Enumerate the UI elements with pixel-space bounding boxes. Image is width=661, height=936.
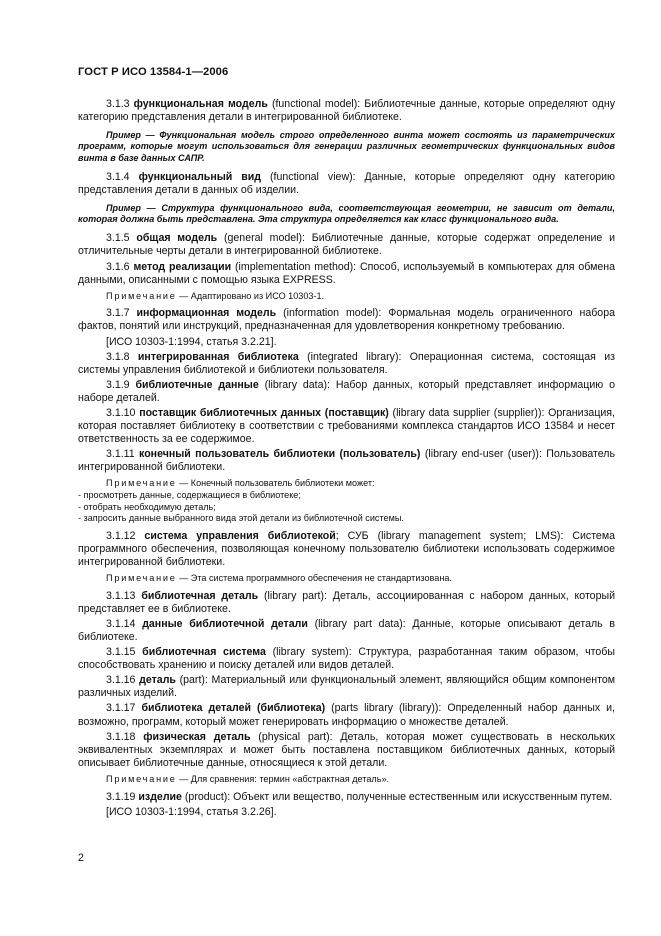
term-entry: [78, 791, 615, 804]
term-title: библиотечная система: [142, 646, 266, 659]
entry-number: 3.1.18: [106, 730, 136, 743]
term-definition: ; СУБ (library management system; LMS): Система программного обеспечения, позволяющая конечному пользователю библиотеки использовать содержимое интегрированной библиотеки.: [78, 529, 615, 569]
document-body: [78, 98, 615, 821]
entry-number: 3.1.5: [106, 232, 130, 245]
note-text: — Для сравнения: термин «абстрактная деталь».: [176, 773, 390, 784]
entry-number: 3.1.12: [106, 529, 136, 542]
term-entry: [78, 618, 615, 644]
term-entry: [78, 646, 615, 672]
term-definition: (part): Материальный или функциональный элемент, являющийся общим компонентом различных изделий.: [78, 674, 615, 700]
term-entry: [78, 407, 615, 446]
note-label: Примечание: [106, 290, 177, 301]
entry-number: 3.1.4: [106, 170, 130, 183]
entry-number: 3.1.11: [106, 448, 135, 461]
term-definition: (implementation method): Способ, используемый в компьютерах для обмена данными, описанными с помощью языка EXPRESS.: [78, 260, 615, 286]
entry-number: 3.1.7: [106, 307, 130, 320]
source-reference: [ИСО 10303-1:1994, статья 3.2.21].: [106, 335, 277, 348]
term-title: поставщик библиотечных данных (поставщик): [139, 407, 389, 420]
term-definition: (library part): Деталь, ассоциированная с набором данных, который представляет ее в библиотеке.: [78, 589, 615, 615]
term-entry: [78, 702, 615, 728]
term-entry: [78, 307, 615, 333]
term-entry: [78, 232, 615, 258]
term-definition: (physical part): Деталь, которая может существовать в нескольких эквивалентных экземплярах и может быть поставлена поставщиком библиотечных данных, который описывает библиотечные данные, относящиеся к этой детали.: [78, 730, 615, 769]
note-text: — Адаптировано из ИСО 10303-1.: [176, 290, 325, 301]
term-title: конечный пользователь библиотеки (пользователь): [139, 448, 421, 461]
page-number: 2: [78, 852, 84, 864]
term-title: интегрированная библиотека: [137, 350, 299, 363]
term-definition: (functional view): Данные, которые определяют одну категорию представления детали в данных об изделии.: [78, 170, 615, 196]
term-definition: (library data): Набор данных, который представляет информацию о наборе деталей.: [78, 378, 615, 404]
term-entry: [78, 379, 615, 405]
entry-number: 3.1.17: [106, 702, 136, 715]
term-title: деталь: [139, 674, 176, 687]
note: [78, 774, 615, 786]
term-definition: (library part data): Данные, которые описывают деталь в библиотеке.: [78, 617, 616, 644]
entry-number: 3.1.9: [106, 378, 130, 391]
term-title: функциональная модель: [133, 98, 268, 110]
note-text: — Эта система программного обеспечения не стандартизована.: [176, 573, 452, 584]
note: [78, 573, 615, 585]
term-definition: (library end-user (user)): Пользователь интегрированной библиотеки.: [78, 448, 615, 474]
term-entry: [78, 448, 615, 474]
entry-number: 3.1.14: [106, 617, 136, 630]
term-definition: (general model): Библиотечные данные, которые содержат определение и отличительные черты детали в интегрированной библиотеке.: [78, 232, 615, 258]
list-item: - отобрать необходимую деталь;: [78, 501, 216, 512]
term-entry: [78, 98, 615, 124]
term-entry: [78, 530, 615, 569]
term-definition: (library data supplier (supplier)): Организация, которая поставляет библиотеку в соответствии с требованиями комплекса стандартов ИСО 13584 и несет ответственность за ее содержимое.: [78, 407, 615, 446]
note-list: [78, 490, 615, 525]
source-reference: [ИСО 10303-1:1994, статья 3.2.26].: [106, 805, 277, 818]
term-definition: (parts library (library)): Определенный набор данных и, возможно, программ, который может генерировать информацию о множестве деталей.: [78, 702, 615, 728]
term-definition: (functional model): Библиотечные данные, которые определяют одну категорию представления детали в интегрированной библиотеке.: [78, 98, 616, 124]
entry-number: 3.1.8: [106, 350, 130, 363]
term-title: библиотечные данные: [135, 378, 259, 391]
entry-number: 3.1.19: [106, 790, 136, 803]
term-entry: [78, 590, 615, 616]
term-definition: (information model): Формальная модель ограниченного набора фактов, понятий или инструкций, предназначенная для удовлетворения конкретному требованию.: [78, 307, 615, 333]
entry-number: 3.1.15: [106, 646, 136, 659]
note: [78, 478, 615, 490]
term-title: библиотека деталей (библиотека): [141, 702, 326, 715]
term-title: система управления библиотекой: [144, 529, 336, 542]
term-entry: [78, 674, 615, 700]
term-entry: [78, 351, 615, 377]
term-entry: [78, 171, 615, 197]
list-item: - запросить данные выбранного вида этой детали из библиотечной системы.: [78, 513, 404, 524]
term-title: данные библиотечной детали: [142, 617, 308, 630]
note: [78, 291, 615, 303]
term-definition: (library system): Структура, разработанная таким образом, чтобы способствовать хранению и поиску деталей или видов деталей.: [78, 646, 615, 672]
entry-number: 3.1.16: [106, 674, 136, 687]
note-label: Примечание: [106, 573, 177, 584]
term-title: библиотечная деталь: [141, 589, 259, 602]
term-entry: [78, 731, 615, 770]
term-definition: (product): Объект или вещество, полученные естественным или искусственным путем.: [181, 790, 613, 803]
term-definition: (integrated library): Операционная система, состоящая из системы управления библиотекой и библиотеки пользователя.: [78, 350, 615, 376]
note-text: — Конечный пользователь библиотеки может:: [176, 478, 375, 489]
entry-number: 3.1.13: [106, 589, 136, 602]
term-title: физическая деталь: [143, 730, 251, 743]
example-text: Пример — Структура функционального вида, соответствующая геометрии, не зависит от детали, которая должна быть представлена. Эта структура определяется как класс функционального вида.: [78, 202, 615, 225]
entry-number: 3.1.10: [106, 407, 136, 420]
example-text: Пример — Функциональная модель строго определенного винта может состоять из параметрических программ, которые могут использоваться для генерации различных геометрических функциональных видов винта в базе данных САПР.: [78, 130, 615, 163]
entry-number: 3.1.3: [106, 98, 130, 110]
note-label: Примечание: [106, 773, 177, 784]
term-title: общая модель: [136, 232, 218, 245]
document-header: ГОСТ Р ИСО 13584-1—2006: [78, 66, 229, 78]
term-title: информационная модель: [136, 307, 277, 320]
term-title: изделие: [138, 790, 182, 803]
entry-number: 3.1.6: [106, 260, 130, 273]
term-title: метод реализации: [133, 260, 232, 273]
note-label: Примечание: [106, 478, 177, 489]
term-title: функциональный вид: [138, 170, 262, 183]
term-entry: [78, 261, 615, 287]
list-item: - просмотреть данные, содержащиеся в библиотеке;: [78, 490, 301, 501]
